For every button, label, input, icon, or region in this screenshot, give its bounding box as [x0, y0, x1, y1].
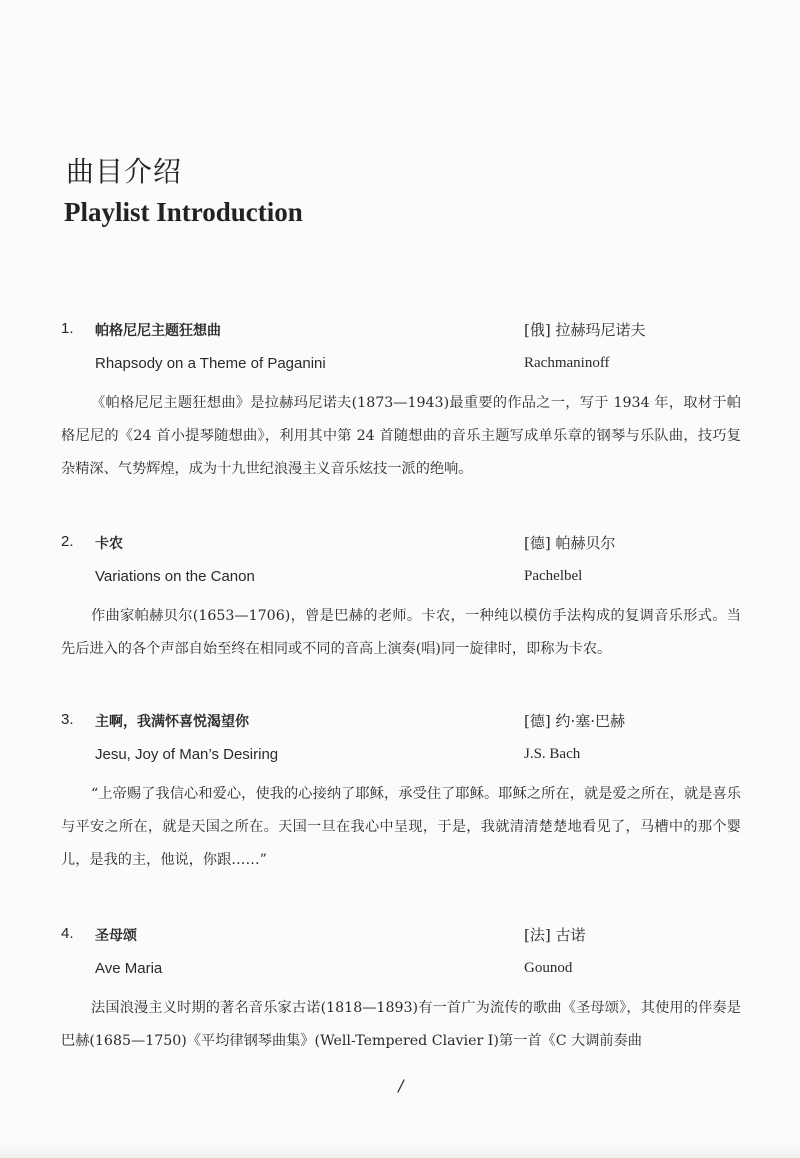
entry-description: “上帝赐了我信心和爱心，使我的心接纳了耶稣，承受住了耶稣。耶稣之所在，就是爱之所在，就是喜乐与平安之所在，就是天国之所在。天国一旦在我心中呈现，于是，我就清清楚楚地看见了，马槽中的那个婴儿，是我的主，他说，你跟……” — [61, 786, 741, 868]
page-title-english: Playlist Introduction — [64, 197, 303, 227]
entry-composer-english: J.S. Bach — [524, 746, 581, 762]
page-mark-stroke — [395, 1078, 407, 1094]
entry-title-english: Jesu, Joy of Man’s Desiring — [95, 746, 279, 763]
page-title-chinese: 曲目介绍 — [66, 155, 183, 188]
entry-composer-chinese: [德] 约·塞·巴赫 — [524, 712, 626, 730]
entry-title-chinese: 主啊，我满怀喜悦渴望你 — [95, 714, 249, 730]
entry-number: 2. — [61, 533, 74, 550]
entry-composer-chinese: [法] 古诺 — [524, 926, 586, 944]
entry-title-chinese: 圣母颂 — [95, 928, 137, 944]
entry-title-english: Ave Maria — [95, 960, 163, 977]
entry-title-english: Rhapsody on a Theme of Paganini — [95, 355, 326, 372]
entry-title-english: Variations on the Canon — [95, 568, 255, 585]
entry-composer-english: Rachmaninoff — [524, 355, 610, 371]
entry-composer-english: Pachelbel — [524, 568, 583, 584]
entry-composer-chinese: [德] 帕赫贝尔 — [524, 534, 616, 552]
scan-edge — [0, 1144, 800, 1158]
entry-title-chinese: 卡农 — [95, 536, 123, 552]
entry-description: 作曲家帕赫贝尔(1653—1706)，曾是巴赫的老师。卡农，一种纯以模仿手法构成的复调音乐形式。当先后进入的各个声部自始至终在相同或不同的音高上演奏(唱)同一旋律时，即称为卡农。 — [61, 608, 741, 657]
entry-composer-chinese: [俄] 拉赫玛尼诺夫 — [524, 321, 646, 339]
entry-description: 《帕格尼尼主题狂想曲》是拉赫玛尼诺夫(1873—1943)最重要的作品之一，写于 1934 年，取材于帕格尼尼的《24 首小提琴随想曲》，利用其中第 24 首随想曲的音乐主题写成单乐章的钢琴与乐队曲，技巧复杂精深、气势辉煌，成为十九世纪浪漫主义音乐炫技一派的绝响。 — [61, 395, 741, 477]
entry-description: 法国浪漫主义时期的著名音乐家古诺(1818—1893)有一首广为流传的歌曲《圣母颂》，其使用的伴奏是巴赫(1685—1750)《平均律钢琴曲集》(Well-Tempered Clavier Ⅰ)第一首《C 大调前奏曲 — [61, 1000, 741, 1049]
entry-composer-english: Gounod — [524, 960, 573, 976]
entry-number: 4. — [61, 925, 74, 942]
entry-number: 1. — [61, 320, 74, 337]
entry-title-chinese: 帕格尼尼主题狂想曲 — [95, 323, 221, 339]
entry-number: 3. — [61, 711, 74, 728]
